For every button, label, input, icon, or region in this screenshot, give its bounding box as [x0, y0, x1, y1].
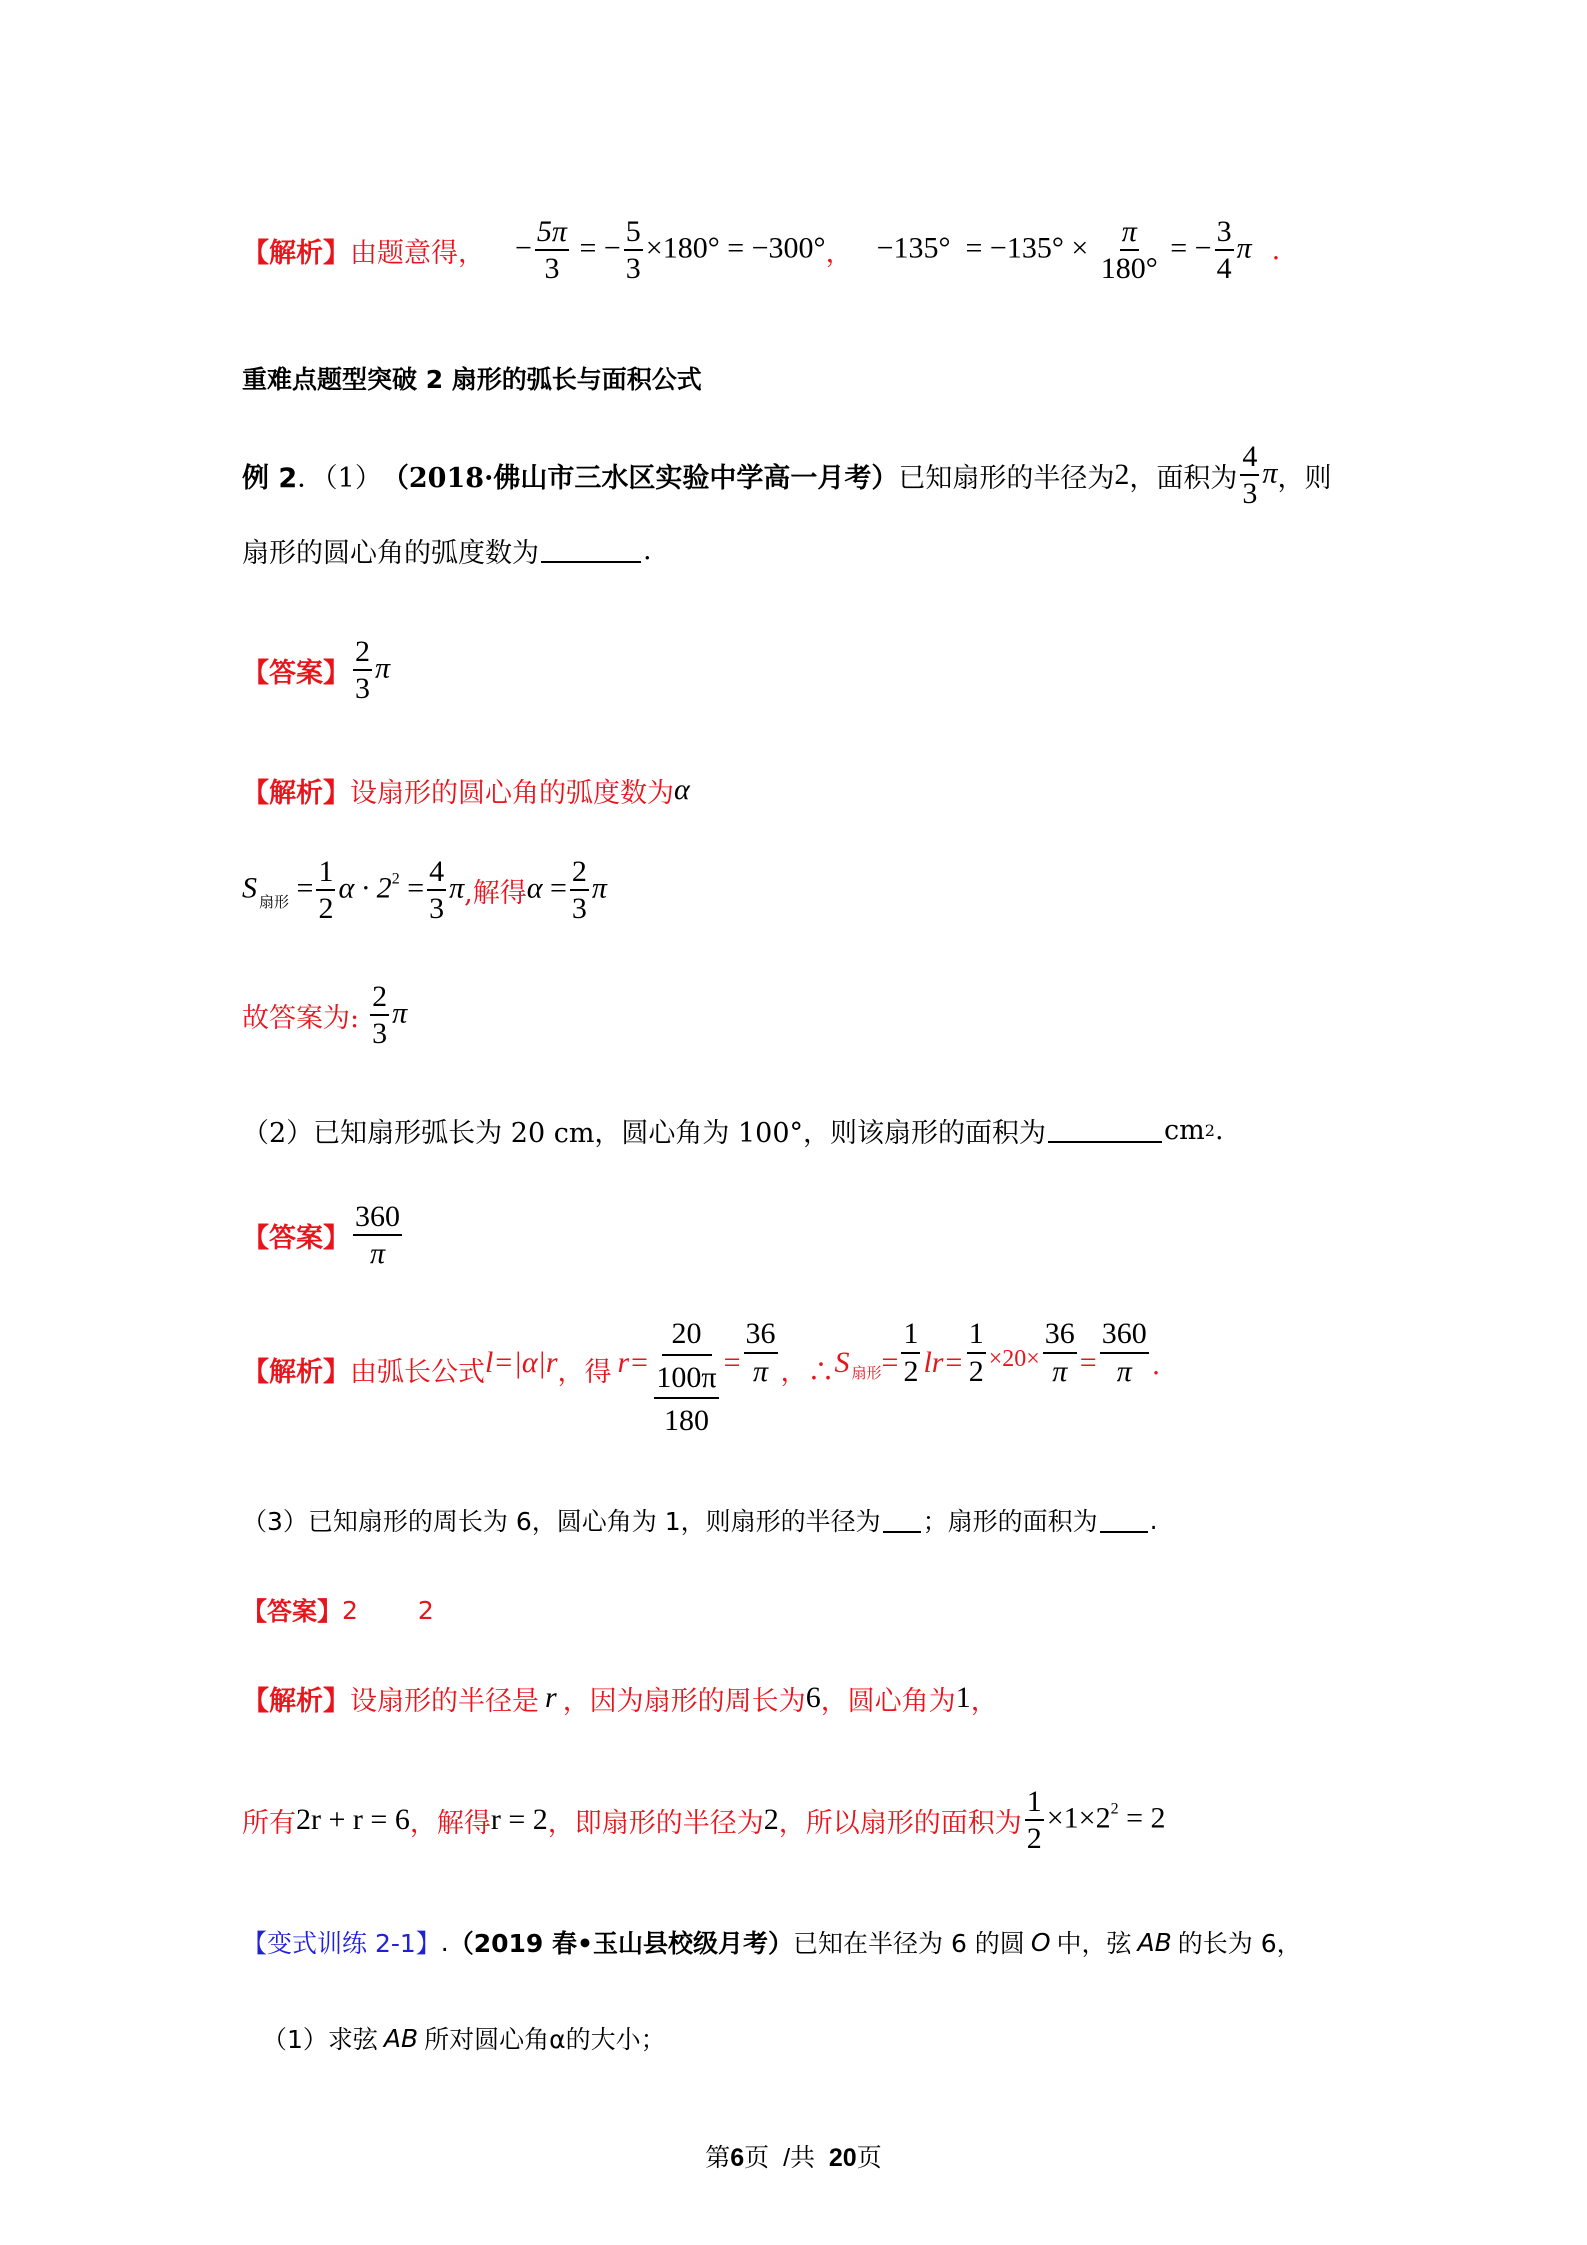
- conclusion1: 故答案为: $\frac{2}{3}$ π: [242, 979, 408, 1050]
- variant-label: 【变式训练 2-1】: [242, 1929, 441, 1958]
- answer-blank-area: [1100, 1507, 1148, 1533]
- answer-label: 【答案】: [242, 657, 350, 689]
- question-source: （2018·佛山市三水区实验中学高一月考）: [381, 462, 899, 494]
- answer-label: 【答案】: [242, 1222, 350, 1254]
- example2-part2-question: （2）已知扇形弧长为 20 cm，圆心角为 100°，则该扇形的面积为 cm 2 .: [242, 1114, 1224, 1149]
- answer2: 【答案】 $\frac{360}{\pi}$: [242, 1199, 400, 1270]
- solution3: 所有 2r + r = 6 ，解得 r = 2 ，即扇形的半径为 2 ，所以扇形的面积为 $\frac{1}{2}$ $\times 1\times 2^2 = 2$: [242, 1784, 1166, 1855]
- compound-fraction: 20 100π 180: [656, 1317, 717, 1437]
- variant-question-1: （1）求弦 AB 所对圆心角α的大小；: [262, 2023, 666, 2054]
- equation-radian-to-degree: − $\frac{5\pi}{3}$ = − $\frac{5}{3}$ ×180° = −300°: [515, 214, 826, 285]
- analysis-intro: 由题意得，: [350, 237, 485, 269]
- separator: ，: [825, 237, 853, 269]
- answer1: 【答案】 $\frac{2}{3}$ π: [242, 634, 391, 705]
- section-heading: 重难点题型突破 2 扇形的弧长与面积公式: [242, 365, 702, 394]
- example2-part1-question: 例 2 ．（1） （2018·佛山市三水区实验中学高一月考） 已知扇形的半径为 2 ，面积为 $\frac{4}{3}$ π ，则: [242, 439, 1332, 510]
- analysis-label: 【解析】: [242, 777, 350, 809]
- equation-degree-to-radian: −135° = −135° × $\frac{\pi}{180^\circ}$ = − $\frac{3}{4}$ π: [876, 214, 1252, 285]
- area-fraction: $\frac{4}{3}$ π: [1242, 439, 1278, 510]
- analysis3: 【解析】 设扇形的半径是 r ，因为扇形的周长为 6 ，圆心角为 1 ，: [242, 1678, 998, 1718]
- answer3: 【答案】 2 2: [242, 1590, 434, 1630]
- answer-blank: [541, 537, 641, 563]
- example2-part3-question: （3）已知扇形的周长为 6，圆心角为 1，则扇形的半径为 ；扇形的面积为 .: [242, 1505, 1158, 1536]
- analysis1-intro: 【解析】 设扇形的圆心角的弧度数为 α: [242, 770, 690, 810]
- answer-blank: [1048, 1117, 1162, 1143]
- total-pages: 20: [828, 2144, 857, 2172]
- question-source: （2019 春•玉山县校级月考）: [448, 1929, 793, 1958]
- variant-training-2-1: 【变式训练 2-1】 . （2019 春•玉山县校级月考） 已知在半径为 6 的圆 O 中，弦 AB 的长为 6，: [242, 1922, 1302, 1962]
- analysis-label: 【解析】: [242, 1357, 350, 1388]
- page-footer: 第6页 /共 20页: [705, 2144, 882, 2172]
- analysis2: 【解析】 由弧长公式 l=|α|r ，得 r= 20 100π 180 = $\frac{36}{\pi}$ ，∴ S 扇形 = $\frac{1}{2}$ lr= $\frac{1}{2}$ ×20× $\frac{36}{\pi}$ = $\frac{360}{\pi}$ .: [242, 1317, 1161, 1437]
- answer-label: 【答案】: [242, 1597, 343, 1626]
- analysis-angle-conversion: 【解析】 由题意得， − $\frac{5\pi}{3}$ = − $\frac{5}{3}$ ×180° = −300° ， −135° = −135° × $\frac{\pi}{180^\circ}$ = − $\frac{3}{4}$ π .: [242, 214, 1281, 285]
- analysis1-formula: S $_{扇形}$ = $\frac{1}{2}$ $\alpha \cdot 2^2$ = $\frac{4}{3}$ π ,解得 α = $\frac{2}{3}$ π: [242, 854, 607, 925]
- answer-blank-radius: [883, 1507, 921, 1533]
- example-label: 例 2: [242, 462, 298, 494]
- example2-part1-question-line2: 扇形的圆心角的弧度数为 .: [242, 534, 652, 569]
- analysis-label: 【解析】: [242, 1685, 350, 1717]
- analysis-label: 【解析】: [242, 237, 350, 269]
- current-page: 6: [730, 2144, 745, 2172]
